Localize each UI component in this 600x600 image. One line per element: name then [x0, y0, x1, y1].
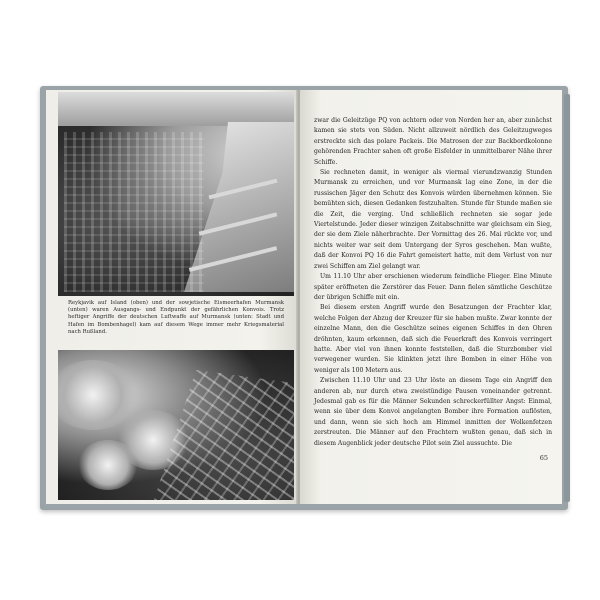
- city-streets: [154, 370, 294, 500]
- smoke-cloud: [78, 440, 138, 490]
- paragraph: Zwischen 11.10 Uhr und 23 Uhr löste an diesem Tage ein Angriff den anderen ab, nur durch etwa zweistündige Pausen voneinander getrennt. Jedesmal gab es für die Männer Sekunden schreckerfüllter Angst: Einmal, wenn sie über dem Konvoi angelangten Bomber ihre Formation auflösten, und dann, wenn sie sich hoch am Himmel inmitten der Wolkenfetzen zerstreuten. Die Männer auf den Frachtern wußten genau, daß sich in diesem Augenblick jeder deutsche Pilot sein Ziel aussuchte. Die: [314, 377, 552, 447]
- right-page: [300, 90, 562, 504]
- cover-edge: [564, 94, 570, 502]
- photo-sky: [58, 92, 294, 126]
- page-number: 65: [539, 454, 548, 462]
- body-text: [314, 116, 552, 449]
- aerial-harbor-photo: [58, 92, 294, 296]
- paragraph: Um 11.10 Uhr aber erschienen wiederum feindliche Flieger. Eine Minute später eröffneten die Zerstörer das Feuer. Dann fielen sämtliche Geschütze der übrigen Schiffe mit ein.: [314, 273, 552, 301]
- paragraph: Bei diesem ersten Angriff wurde den Besatzungen der Frachter klar, welche Folgen der Abzug der Kreuzer für sie haben mußte. Zwar konnte der einzelne Mann, den die Geschütze seines eigenen Schiffes in den Ohren dröhnten, kaum erkennen, daß sich die Feuerkraft des Konvois verringert hatte. Aber viel von ihnen konnte feststellen, daß die Sturzbomber viel verwegener wurden. Sie klinkten jetzt ihre Bomben in einer Höhe von weniger als 100 Metern aus.: [314, 304, 552, 374]
- paragraph: Sie rechneten damit, in weniger als viermal vierundzwanzig Stunden Murmansk zu erreichen, und vor Murmansk lag eine Zone, in der die russischen Jäger den Schutz des Konvois würden übernehmen können. Sie bemühten sich, diesen Gedanken festzuhalten. Stunde für Stunde maßen sie die Zeit, die verging. Und schließlich rechneten sie sogar jede Viertelstunde. Jeder dieser winzigen Zeitabschnitte war gleichsam ein Sieg, der sie dem Ziele näherbrachte. Der Vormittag des 26. Mai rückte vor, und nichts weiter war seit dem Untergang der Syros geschehen. Man wußte, daß der Konvoi PQ 16 die Fahrt gemeistert hatte, mit dem Verlust von nur zwei Schiffen am Ziel gelangt war.: [314, 169, 552, 270]
- bombed-city-photo: [58, 350, 294, 500]
- paragraph: zwar die Geleitzüge PQ von achtern oder von Norden her an, aber zunächst kamen sie stets von Süden. Nicht allzuweit nördlich des Geleitzugweges erstreckte sich das polare Packeis. Die Matrosen der zur Backbordkolonne gehörenden Frachter sahen oft große Eisfelder in unmittelbarer Nähe ihrer Schiffe.: [314, 117, 552, 166]
- city-blocks: [64, 132, 204, 292]
- photo-caption: Reykjavik auf Island (oben) und der sowjetische Eismeerhafen Murmansk (unten) waren Ausgangs- und Endpunkt der gefährlichen Konvois. Trotz heftiger Angriffe der deutschen Luftwaffe auf Murmansk (unten: Stadt und Hafen im Bombenhagel) kam auf diesem Wege immer mehr Kriegsmaterial nach Rußland.: [68, 300, 284, 335]
- left-page: [46, 90, 298, 504]
